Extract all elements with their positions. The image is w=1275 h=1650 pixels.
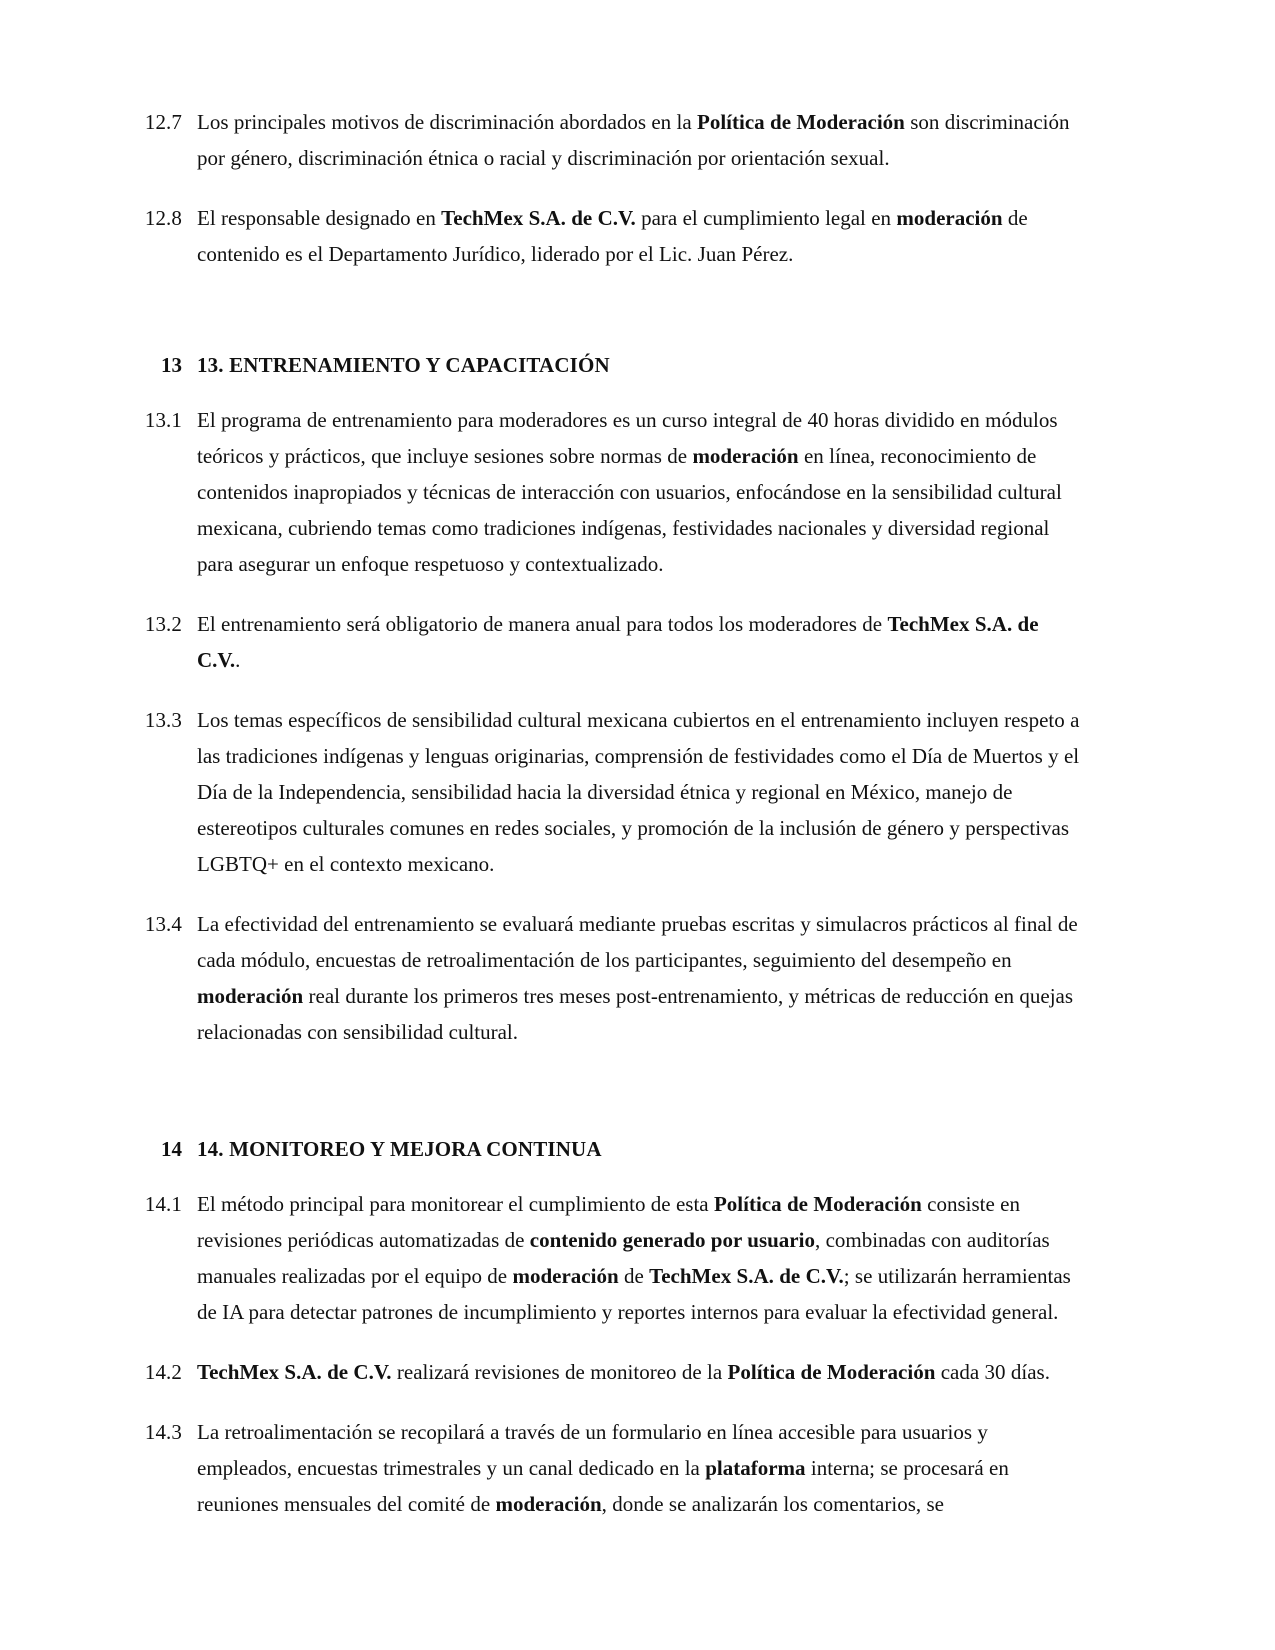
clause-12-8 (130, 200, 1080, 272)
clause-14-2 (130, 1354, 1080, 1390)
clause-text: El entrenamiento será obligatorio de manera anual para todos los moderadores de TechMex S.A. de C.V.. (197, 612, 1039, 672)
clause-number: 14.3 (144, 1420, 182, 1444)
clause-number: 13.1 (144, 408, 182, 432)
clause-13-4 (130, 906, 1080, 1050)
clause-13-1 (130, 402, 1080, 582)
clause-text: El programa de entrenamiento para moderadores es un curso integral de 40 horas dividido en módulos teóricos y prácticos, que incluye sesiones sobre normas de moderación en línea, reconocimiento de contenidos inapropiados y técnicas de interacción con usuarios, enfocándose en la sensibilidad cultural mexicana, cubriendo temas como tradiciones indígenas, festividades nacionales y diversidad regional para asegurar un enfoque respetuoso y contextualizado. (197, 408, 1062, 576)
section-heading-13 (130, 348, 1080, 382)
clause-text: La efectividad del entrenamiento se evaluará mediante pruebas escritas y simulacros prácticos al final de cada módulo, encuestas de retroalimentación de los participantes, seguimiento del desempeño en moderación real durante los primeros tres meses post-entrenamiento, y métricas de reducción en quejas relacionadas con sensibilidad cultural. (197, 912, 1078, 1044)
clause-14-3 (130, 1414, 1080, 1522)
section-number: 14 (161, 1137, 182, 1161)
clause-text: Los principales motivos de discriminación abordados en la Política de Moderación son discriminación por género, discriminación étnica o racial y discriminación por orientación sexual. (197, 110, 1070, 170)
clause-text: El método principal para monitorear el cumplimiento de esta Política de Moderación consiste en revisiones periódicas automatizadas de contenido generado por usuario, combinadas con auditorías manuales realizadas por el equipo de moderación de TechMex S.A. de C.V.; se utilizarán herramientas de IA para detectar patrones de incumplimiento y reportes internos para evaluar la efectividad general. (197, 1192, 1071, 1324)
section-spacer (130, 296, 1080, 348)
clause-number: 13.4 (144, 912, 182, 936)
section-title: 13. ENTRENAMIENTO Y CAPACITACIÓN (197, 353, 610, 377)
clause-text: TechMex S.A. de C.V. realizará revisiones de monitoreo de la Política de Moderación cada 30 días. (197, 1360, 1050, 1384)
clause-number: 14.1 (144, 1192, 182, 1216)
clause-text: Los temas específicos de sensibilidad cultural mexicana cubiertos en el entrenamiento incluyen respeto a las tradiciones indígenas y lenguas originarias, comprensión de festividades como el Día de Muertos y el Día de la Independencia, sensibilidad hacia la diversidad étnica y regional en México, manejo de estereotipos culturales comunes en redes sociales, y promoción de la inclusión de género y perspectivas LGBTQ+ en el contexto mexicano. (197, 708, 1080, 876)
page-content (130, 104, 1080, 1546)
clause-13-3 (130, 702, 1080, 882)
clause-12-7 (130, 104, 1080, 176)
clause-13-2 (130, 606, 1080, 678)
clause-number: 12.8 (144, 206, 182, 230)
clause-number: 13.2 (144, 612, 182, 636)
clause-14-1 (130, 1186, 1080, 1330)
clause-number: 12.7 (144, 110, 182, 134)
section-heading-14 (130, 1132, 1080, 1166)
section-number: 13 (161, 353, 182, 377)
clause-text: El responsable designado en TechMex S.A. de C.V. para el cumplimiento legal en moderación de contenido es el Departamento Jurídico, liderado por el Lic. Juan Pérez. (197, 206, 1028, 266)
section-spacer (130, 1074, 1080, 1132)
clause-text: La retroalimentación se recopilará a través de un formulario en línea accesible para usuarios y empleados, encuestas trimestrales y un canal dedicado en la plataforma interna; se procesará en reuniones mensuales del comité de moderación, donde se analizarán los comentarios, se (197, 1420, 1009, 1516)
clause-number: 14.2 (144, 1360, 182, 1384)
section-title: 14. MONITOREO Y MEJORA CONTINUA (197, 1137, 602, 1161)
clause-number: 13.3 (144, 708, 182, 732)
